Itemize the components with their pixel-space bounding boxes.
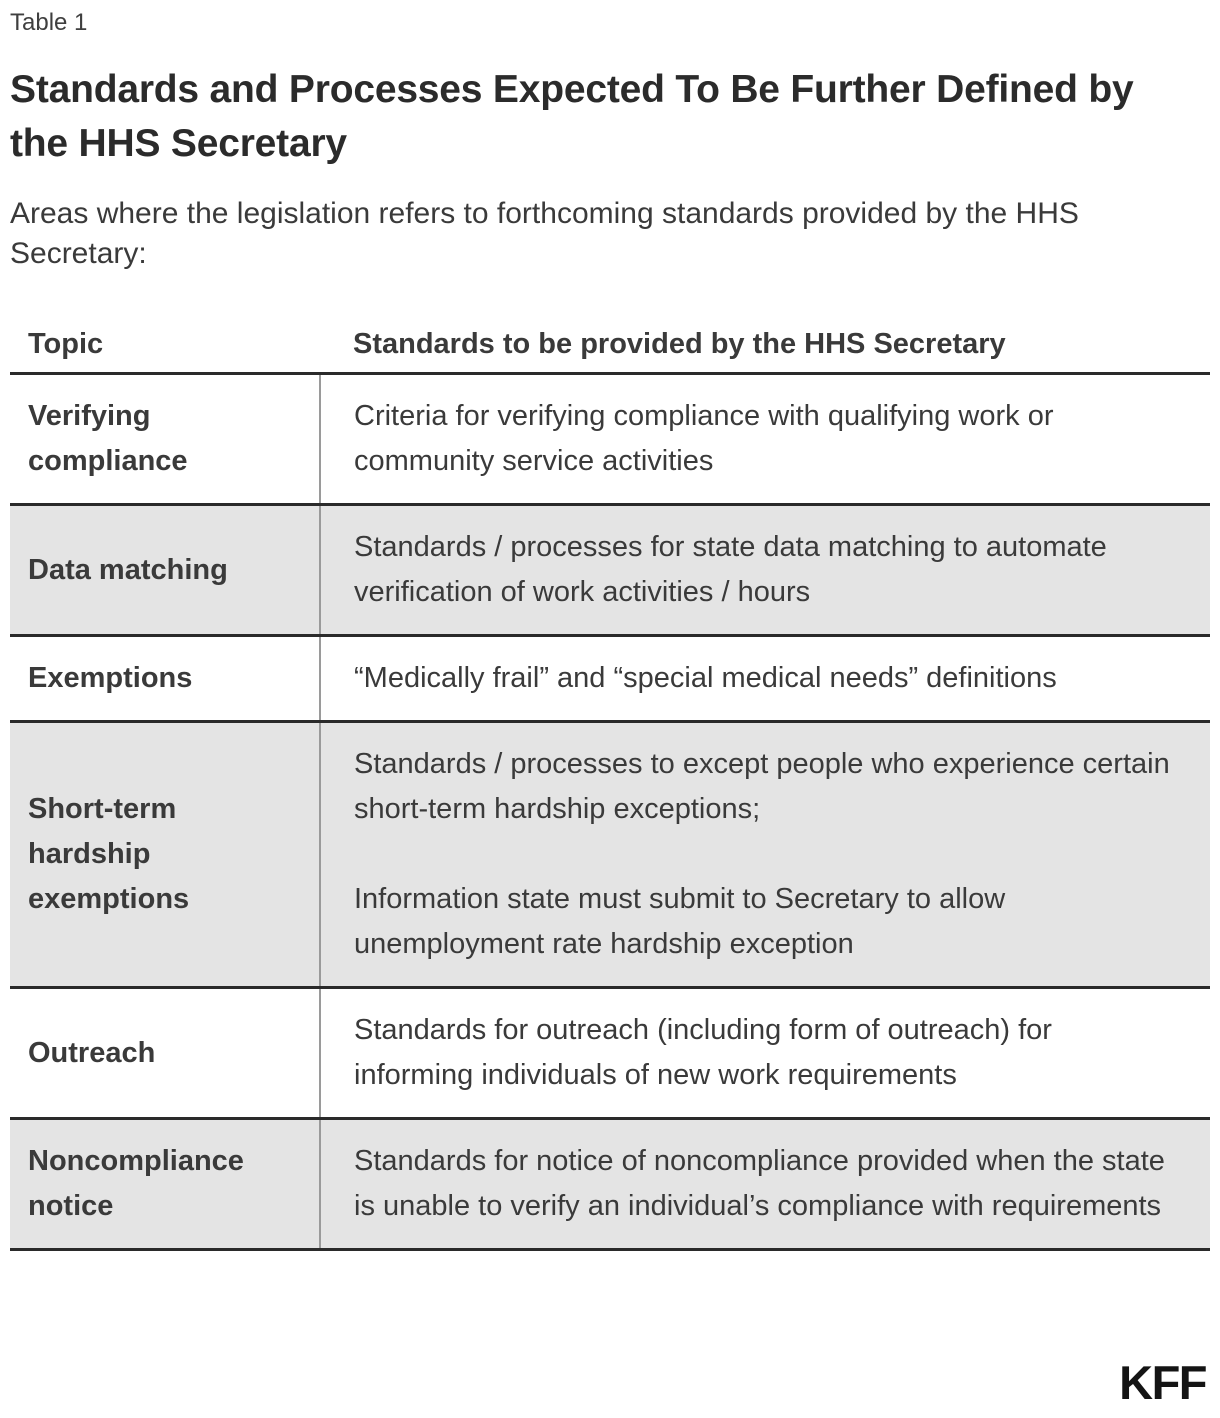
standards-table <box>10 320 1210 1251</box>
table-header-row <box>10 320 1210 374</box>
standards-paragraph: Standards for notice of noncompliance provided when the state is unable to verify an individual’s compliance with requirements <box>354 1145 1165 1222</box>
table-row-short-term-hardship <box>10 722 1210 988</box>
figure-title: Standards and Processes Expected To Be Further Defined by the HHS Secretary <box>10 68 1134 165</box>
figure-subtitle: Areas where the legislation refers to forthcoming standards provided by the HHS Secretary: <box>10 197 1079 270</box>
standards-cell <box>320 636 1210 722</box>
standards-cell <box>320 374 1210 505</box>
column-header-standards: Standards to be provided by the HHS Secretary <box>320 320 1210 374</box>
topic-cell: Data matching <box>10 505 320 636</box>
table-row-exemptions <box>10 636 1210 722</box>
standards-paragraph: Criteria for verifying compliance with qualifying work or community service activities <box>354 400 1054 477</box>
figure-label: Table 1 <box>10 9 88 36</box>
standards-cell <box>320 988 1210 1119</box>
topic-cell: Outreach <box>10 988 320 1119</box>
topic-cell: Exemptions <box>10 636 320 722</box>
standards-paragraph: Information state must submit to Secretary to allow unemployment rate hardship exception <box>354 883 1006 960</box>
standards-cell <box>320 722 1210 988</box>
standards-paragraph: “Medically frail” and “special medical needs” definitions <box>354 662 1057 694</box>
standards-paragraph: Standards / processes to except people who experience certain short-term hardship exceptions; <box>354 748 1170 825</box>
topic-cell: Short-term hardship exemptions <box>10 722 320 988</box>
standards-cell <box>320 505 1210 636</box>
standards-paragraph: Standards / processes for state data matching to automate verification of work activities / hours <box>354 531 1107 608</box>
standards-paragraph: Standards for outreach (including form of outreach) for informing individuals of new work requirements <box>354 1014 1052 1091</box>
kff-logo: KFF <box>1119 1356 1206 1409</box>
table-row-outreach <box>10 988 1210 1119</box>
column-header-topic: Topic <box>10 320 320 374</box>
standards-cell <box>320 1119 1210 1250</box>
table-row-data-matching <box>10 505 1210 636</box>
topic-cell: Noncompliance notice <box>10 1119 320 1250</box>
table-row-verifying-compliance <box>10 374 1210 505</box>
table-row-noncompliance-notice <box>10 1119 1210 1250</box>
topic-cell: Verifying compliance <box>10 374 320 505</box>
